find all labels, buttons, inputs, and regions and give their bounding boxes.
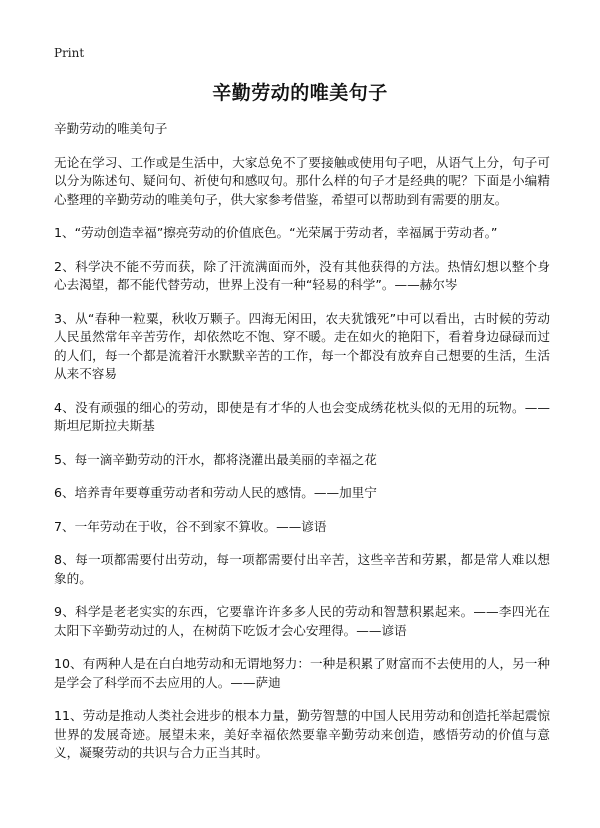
article-body (54, 120, 550, 778)
list-item: 3、从“春种一粒粟，秋收万颗子。四海无闲田，农夫犹饿死”中可以看出，古时候的劳动人民虽然常年辛苦劳作，却依然吃不饱、穿不暖。走在如火的艳阳下，看着身边碌碌而过的人们，每一个都是流着汗水默默辛苦的工作，每一个都没有放弃自己想要的生活，生活从来不容易 (54, 310, 550, 381)
article-subtitle: 辛勤劳动的唯美句子 (54, 121, 168, 136)
list-item: 1、“劳动创造幸福”擦亮劳动的价值底色。“光荣属于劳动者，幸福属于劳动者。” (54, 225, 498, 240)
list-item: 9、科学是老老实实的东西，它要靠许许多多人民的劳动和智慧积累起来。——李四光在太阳下辛勤劳动过的人，在树荫下吃饭才会心安理得。——谚语 (54, 604, 550, 638)
list-item: 11、劳动是推动人类社会进步的根本力量，勤劳智慧的中国人民用劳动和创造托举起震惊世界的发展奇迹。展望未来，美好幸福依然要靠辛勤劳动来创造，感悟劳动的价值与意义，凝聚劳动的共识与合力正当其时。 (54, 708, 550, 760)
list-item: 2、科学决不能不劳而获，除了汗流满面而外，没有其他获得的方法。热情幻想以整个身心去渴望，都不能代替劳动，世界上没有一种“轻易的科学”。——赫尔岑 (54, 258, 550, 292)
list-item: 5、每一滴辛勤劳动的汗水，都将浇灌出最美丽的幸福之花 (54, 451, 377, 467)
list-item: 4、没有顽强的细心的劳动，即使是有才华的人也会变成绣花枕头似的无用的玩物。——斯坦尼斯拉夫斯基 (54, 399, 550, 433)
page-title: 辛勤劳动的唯美句子 (212, 82, 388, 104)
print-link[interactable]: Print (54, 46, 85, 60)
list-item: 7、一年劳动在于收，谷不到家不算收。——谚语 (54, 518, 327, 534)
intro-paragraph: 无论在学习、工作或是生活中，大家总免不了要接触或使用句子吧，从语气上分，句子可以分为陈述句、疑问句、祈使句和感叹句。那什么样的句子才是经典的呢？下面是小编精心整理的辛勤劳动的唯美句子，供大家参考借鉴，希望可以帮助到有需要的朋友。 (54, 154, 550, 207)
list-item: 8、每一项都需要付出劳动，每一项都需要付出辛苦，这些辛苦和劳累，都是常人难以想象的。 (54, 552, 550, 586)
list-item: 10、有两种人是在白白地劳动和无谓地努力：一种是积累了财富而不去使用的人，另一种是学会了科学而不去应用的人。——萨迪 (54, 656, 550, 690)
list-item: 6、培养青年要尊重劳动者和劳动人民的感情。——加里宁 (54, 485, 377, 500)
